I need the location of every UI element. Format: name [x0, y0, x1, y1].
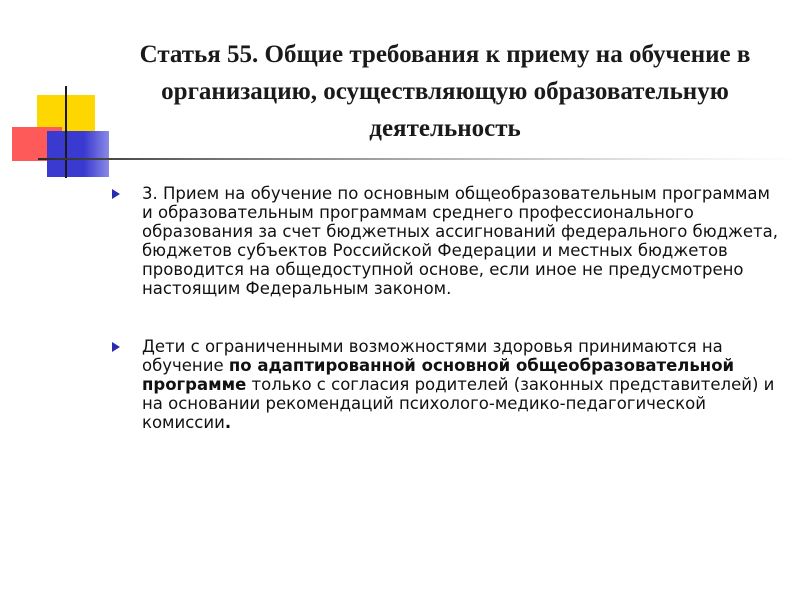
slide-title: Статья 55. Общие требования к приему на обучение в организацию, осуществляющую образовательную деятельность — [139, 41, 751, 142]
blue-square — [47, 131, 109, 177]
bullet-text: 3. Прием на обучение по основным общеобразовательным программам и образовательным программам среднего профессионального образования за счет бюджетных ассигнований федерального бюджета, бюджетов субъектов Российской Федерации и местных бюджетов проводится на общедоступной основе, если иное не предусмотрено настоящим Федеральным законом. — [142, 184, 778, 298]
bullet-item-disabilities — [112, 337, 780, 432]
bullet-text-after: только с согласия родителей (законных представителей) и на основании рекомендаций психолого-медико-педагогической комиссии — [142, 375, 775, 432]
triangle-bullet-icon — [112, 342, 120, 352]
bullet-text-bold: по адаптированной основной общеобразовательной программе — [142, 356, 735, 394]
bullet-text-before: Дети с ограниченными возможностями здоровья принимаются на обучение — [142, 337, 723, 375]
horizontal-divider — [38, 158, 800, 160]
vertical-divider — [65, 86, 67, 178]
bullet-item-admission — [112, 184, 780, 298]
bullet-end-mark: . — [224, 413, 232, 432]
bullet-list — [112, 184, 780, 432]
triangle-bullet-icon — [112, 189, 120, 199]
